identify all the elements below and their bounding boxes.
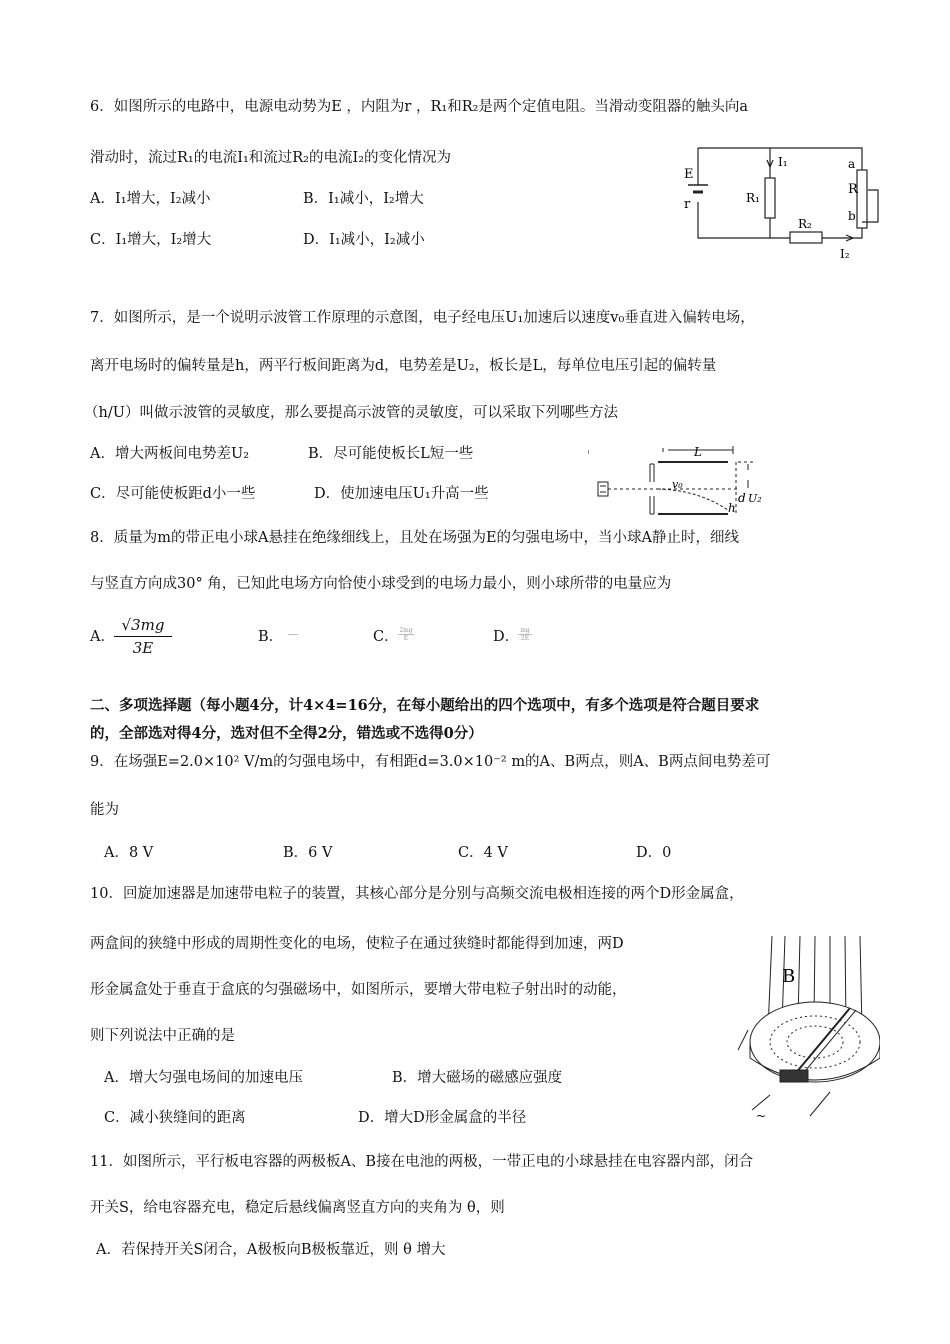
q8-option-d-denominator: 2E: [520, 635, 530, 642]
q8-option-c-fraction: [398, 627, 414, 642]
section2-heading-line1: 二、多项选择题（每小题4分，计4×4=16分，在每小题给出的四个选项中，有多个选项是符合题目要求: [90, 697, 760, 714]
q7-option-d: D．使加速电压U₁升高一些: [314, 486, 489, 502]
q10-stem-line4: 则下列说法中正确的是: [90, 1028, 235, 1044]
q6-label-R: R: [848, 182, 858, 197]
q6-option-b: B．I₁减小，I₂增大: [303, 191, 424, 207]
q7-label-v0: v₀: [672, 478, 683, 491]
q10-label-ac: ~: [756, 1109, 767, 1120]
q8-option-b-fraction: [288, 629, 298, 640]
q8-option-b-label: B．: [258, 629, 284, 645]
q9-stem-line2: 能为: [90, 802, 119, 818]
q6-label-R2: R₂: [798, 217, 812, 231]
q6-label-r: r: [684, 197, 691, 212]
q6-label-b: b: [848, 209, 856, 223]
q10-option-c: C．减小狭缝间的距离: [104, 1110, 246, 1126]
q9-option-d: D．0: [636, 845, 672, 861]
q8-option-c-denominator: E: [403, 635, 409, 642]
q6-stem-line2: 滑动时，流过R₁的电流I₁和流过R₂的电流I₂的变化情况为: [90, 150, 452, 166]
q10-stem-line3: 形金属盒处于垂直于盒底的匀强磁场中，如图所示，要增大带电粒子射出时的动能，: [90, 982, 627, 998]
q7-oscilloscope-diagram: [588, 442, 778, 527]
q10-option-d: D．增大D形金属盒的半径: [358, 1110, 527, 1126]
q9-stem-line1: 9．在场强E=2.0×10² V/m的匀强电场中，有相距d=3.0×10⁻² m的A、B两点，则A、B两点间电势差可: [90, 754, 771, 770]
q8-option-c-label: C．: [373, 629, 399, 645]
q6-label-I2: I₂: [840, 247, 850, 261]
q10-label-B: B: [782, 966, 796, 987]
q11-option-a: A．若保持开关S闭合，A极板向B极板靠近，则 θ 增大: [96, 1242, 446, 1258]
q8-option-d-label: D．: [493, 629, 520, 645]
q6-stem-line1: 6．如图所示的电路中，电源电动势为E ，内阻为r ，R₁和R₂是两个定值电阻。当滑动变阻器的触头向a: [90, 99, 749, 115]
q7-stem-line3: （h/U）叫做示波管的灵敏度，那么要提高示波管的灵敏度，可以采取下列哪些方法: [84, 405, 618, 421]
q6-option-c: C．I₁增大，I₂增大: [90, 232, 212, 248]
q7-stem-line1: 7．如图所示，是一个说明示波管工作原理的示意图，电子经电压U₁加速后以速度v₀垂直进入偏转电场，: [90, 310, 755, 326]
q7-option-b: B．尽可能使板长L短一些: [308, 446, 474, 462]
q6-label-I1: I₁: [778, 155, 788, 169]
q6-option-a: A．I₁增大，I₂减小: [90, 191, 211, 207]
q9-option-a: A．8 V: [104, 845, 154, 861]
q11-stem-line1: 11．如图所示，平行板电容器的两极板A、B接在电池的两极，一带正电的小球悬挂在电容器内部，闭合: [90, 1154, 754, 1170]
q6-label-a: a: [848, 157, 856, 171]
q7-option-a: A．增大两板间电势差U₂: [90, 446, 250, 462]
q8-option-d-fraction: [518, 627, 532, 642]
q10-stem-line1: 10．回旋加速器是加速带电粒子的装置，其核心部分是分别与高频交流电极相连接的两个D形金属盒，: [90, 886, 744, 902]
q10-stem-line2: 两盒间的狭缝中形成的周期性变化的电场，使粒子在通过狭缝时都能得到加速，两D: [90, 936, 624, 952]
q10-cyclotron-diagram: [730, 930, 880, 1120]
q10-option-a: A．增大匀强电场间的加速电压: [104, 1070, 303, 1086]
q6-label-E: E: [684, 167, 694, 182]
q8-option-a-fraction: [114, 614, 172, 659]
q8-stem-line2: 与竖直方向成30° 角，已知此电场方向恰使小球受到的电场力最小，则小球所带的电量应为: [90, 576, 672, 592]
q6-circuit-diagram: [670, 140, 900, 265]
q7-label-h: h: [728, 501, 736, 515]
q6-label-R1: R₁: [746, 191, 760, 205]
q7-label-d: d: [738, 491, 746, 505]
q8-option-a-numerator: √3mg: [114, 614, 172, 637]
q8-stem-line1: 8．质量为m的带正电小球A悬挂在绝缘细线上，且处在场强为E的匀强电场中，当小球A静止时，细线: [90, 530, 739, 546]
q9-option-c: C．4 V: [458, 845, 508, 861]
section2-heading-line2: 的，全部选对得4分，选对但不全得2分，错选或不选得0分）: [90, 725, 483, 742]
q11-stem-line2: 开关S，给电容器充电，稳定后悬线偏离竖直方向的夹角为 θ，则: [90, 1200, 505, 1216]
q8-option-d-numerator: mg: [518, 627, 532, 635]
q7-label-L: L: [694, 445, 702, 459]
q10-option-b: B．增大磁场的磁感应强度: [392, 1070, 563, 1086]
q7-option-c: C．尽可能使板距d小一些: [90, 486, 256, 502]
q8-option-a-label: A．: [90, 629, 115, 645]
q7-stem-line2: 离开电场时的偏转量是h，两平行板间距离为d，电势差是U₂，板长是L，每单位电压引起的偏转量: [90, 358, 717, 374]
q7-label-U2: U₂: [748, 492, 762, 505]
q8-option-a-denominator: 3E: [132, 639, 154, 657]
q9-option-b: B．6 V: [283, 845, 333, 861]
q8-option-c-numerator: 2mg: [399, 627, 413, 634]
q6-option-d: D．I₁减小，I₂减小: [303, 232, 425, 248]
